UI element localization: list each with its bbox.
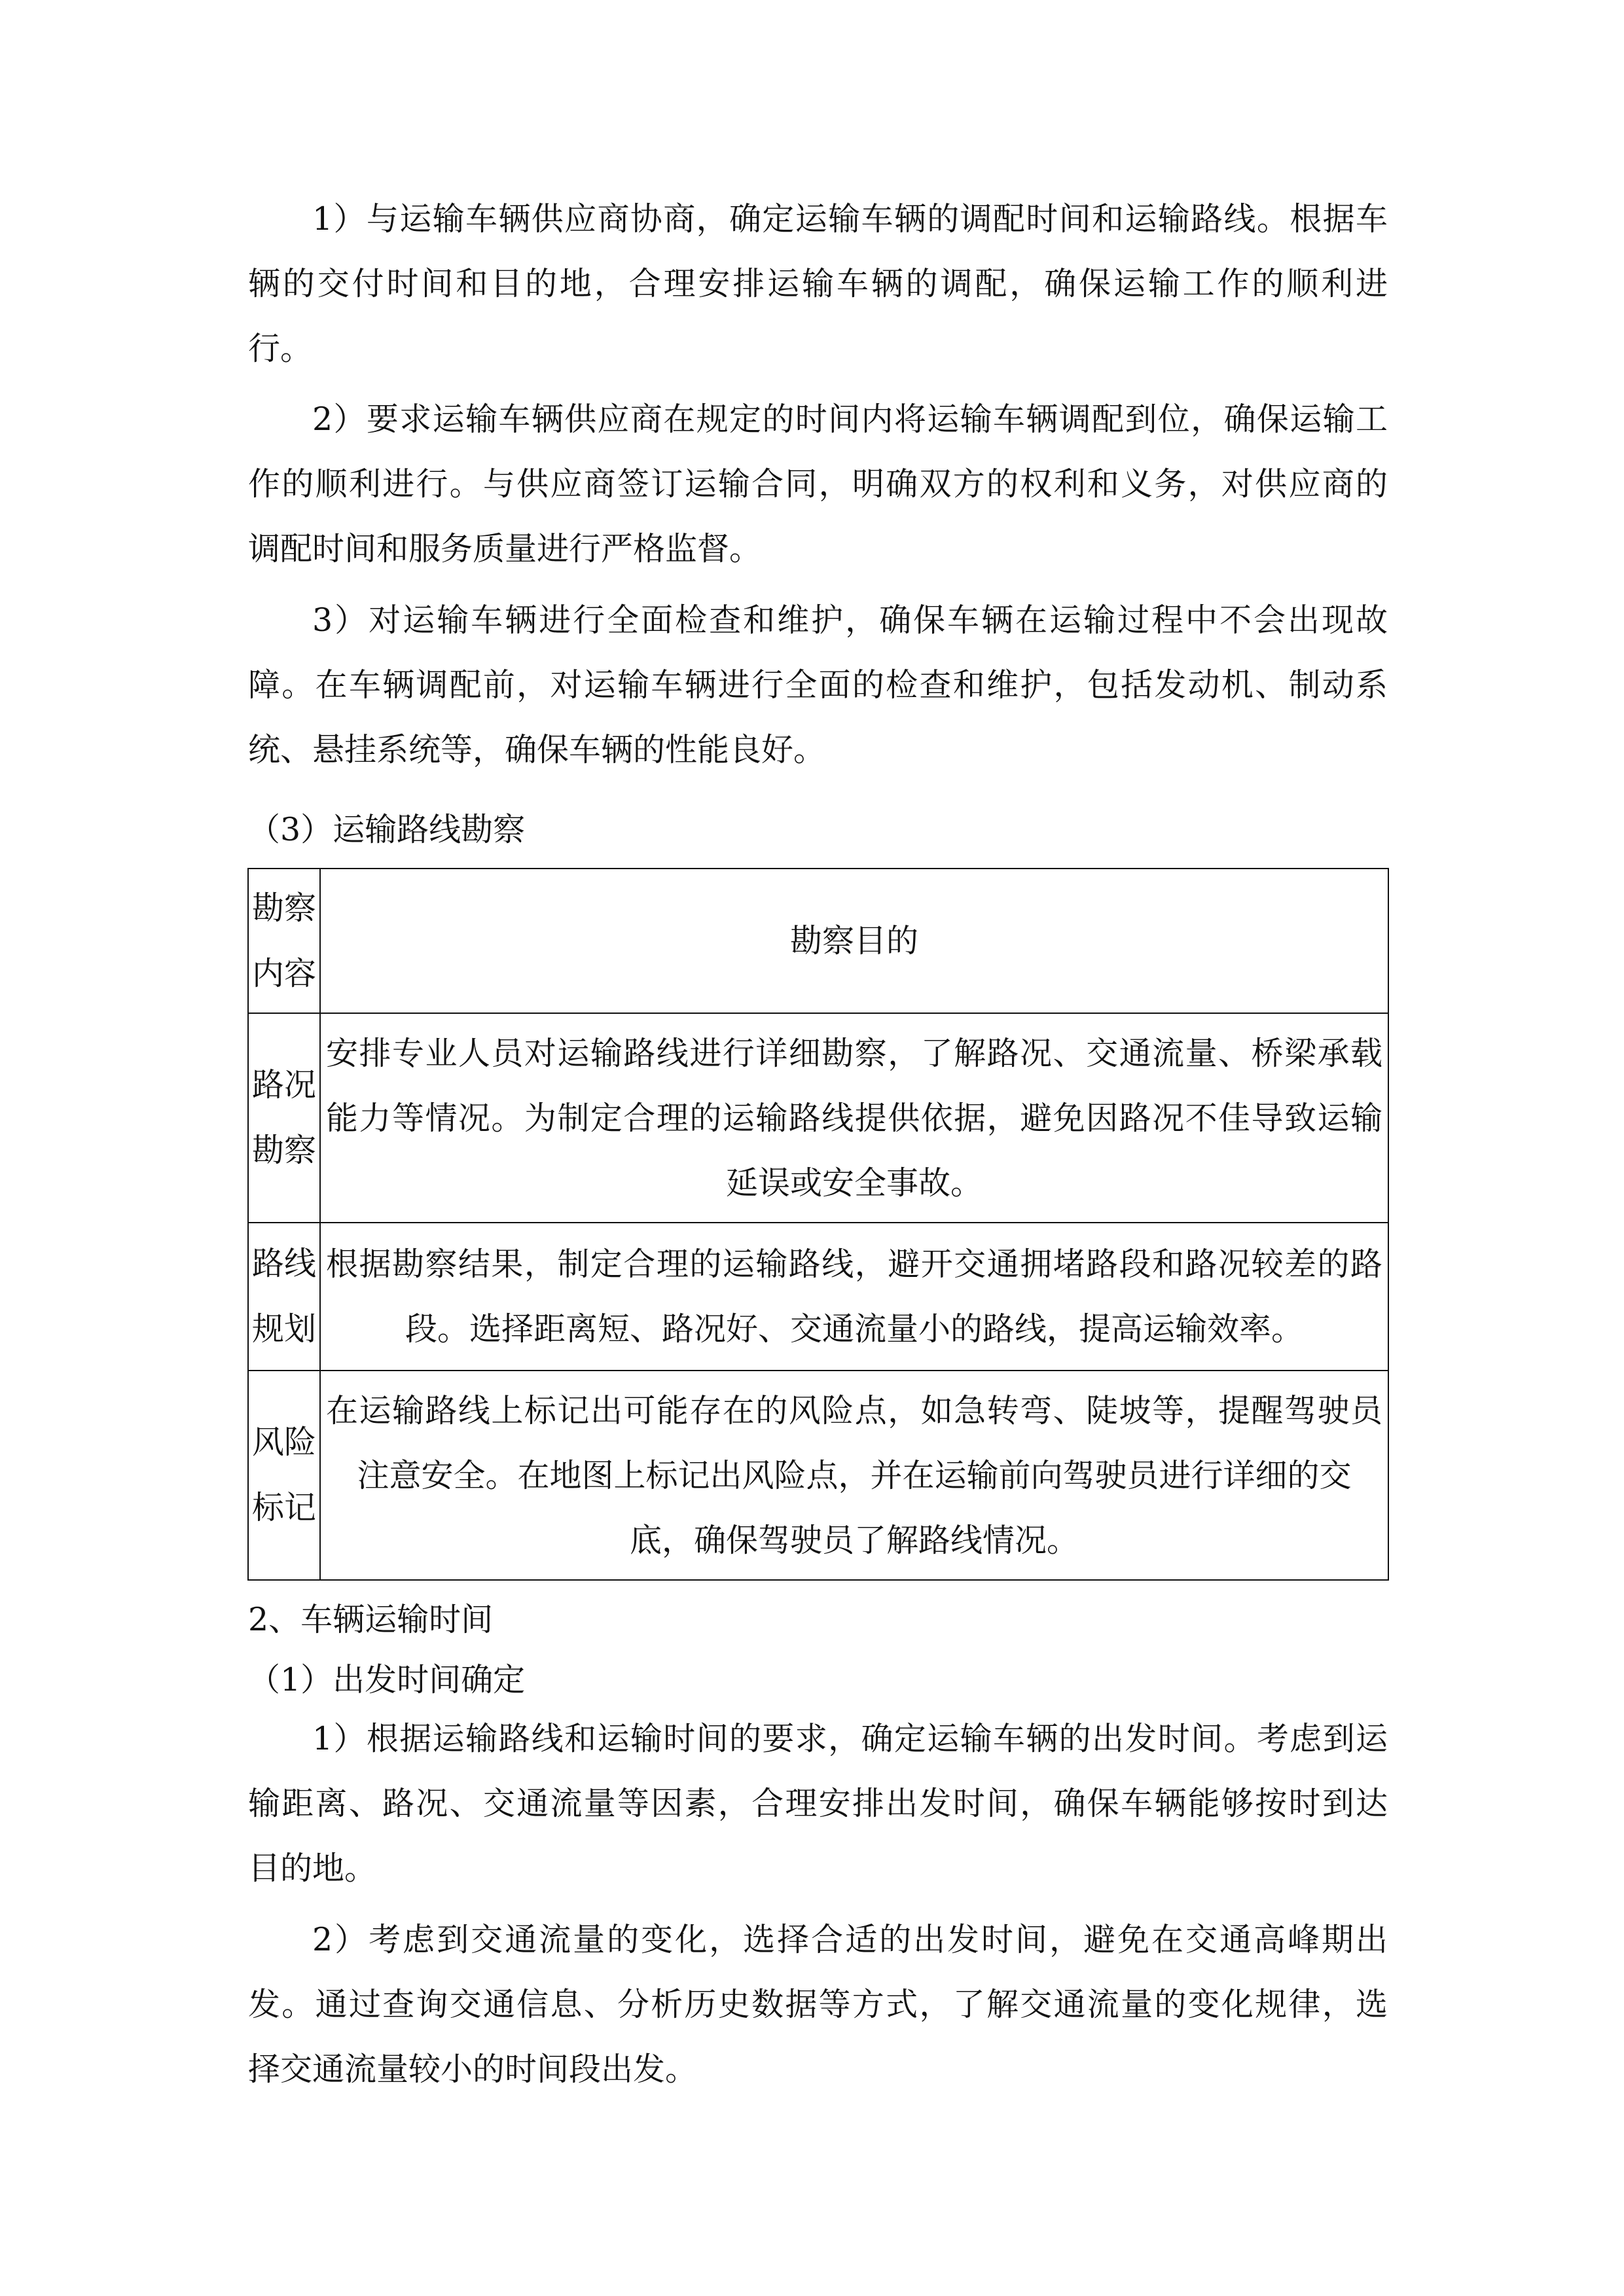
row-label: [248, 1223, 320, 1371]
row-content: [320, 1371, 1388, 1580]
cell-line: 能力等情况。为制定合理的运输路线提供依据，避免因路况不佳导致运输: [326, 1099, 1382, 1137]
cell-text: 内容: [251, 954, 316, 992]
cell-line: 安排专业人员对运输路线进行详细勘察，了解路况、交通流量、桥梁承载: [326, 1034, 1382, 1072]
cell-text: 路况: [251, 1066, 316, 1103]
line: 目的地。: [248, 1850, 377, 1887]
row-label: [248, 1013, 320, 1223]
line: 障。在车辆调配前，对运输车辆进行全面的检查和维护，包括发动机、制动系: [248, 666, 1388, 704]
line: 2）要求运输车辆供应商在规定的时间内将运输车辆调配到位，确保运输工: [312, 401, 1388, 438]
header-cell-purpose: [320, 869, 1388, 1013]
paragraph-2: [248, 387, 1388, 581]
line: 1）根据运输路线和运输时间的要求，确定运输车辆的出发时间。考虑到运: [312, 1720, 1388, 1757]
section-heading-route-survey: [248, 797, 1388, 862]
line: 择交通流量较小的时间段出发。: [248, 2051, 698, 2088]
cell-line: 底，确保驾驶员了解路线情况。: [629, 1521, 1079, 1559]
header-cell-content: [248, 869, 320, 1013]
cell-line: 延误或安全事故。: [725, 1164, 983, 1202]
table-row: [248, 1013, 1388, 1223]
heading-text: （1）出发时间确定: [248, 1661, 526, 1698]
paragraph-1: [248, 187, 1388, 381]
heading-text: （3）运输路线勘察: [248, 811, 526, 848]
line: 输距离、路况、交通流量等因素，合理安排出发时间，确保车辆能够按时到达: [248, 1785, 1388, 1822]
paragraph-4: [248, 1706, 1388, 1901]
cell-text: 勘察: [251, 889, 316, 927]
line: 发。通过查询交通信息、分析历史数据等方式，了解交通流量的变化规律，选: [248, 1986, 1388, 2023]
subsection-heading-departure: [248, 1647, 1388, 1712]
line: 统、悬挂系统等，确保车辆的性能良好。: [248, 731, 826, 768]
cell-text: 路线: [251, 1245, 316, 1282]
cell-text: 标记: [251, 1489, 316, 1526]
row-label: [248, 1371, 320, 1580]
table-row: [248, 1223, 1388, 1371]
cell-text: 勘察目的: [789, 922, 918, 960]
line: 行。: [248, 330, 313, 367]
cell-line: 注意安全。在地图上标记出风险点，并在运输前向驾驶员进行详细的交: [357, 1456, 1352, 1494]
section-heading-transport-time: [248, 1587, 1388, 1652]
row-content: [320, 1013, 1388, 1223]
cell-text: 规划: [251, 1310, 316, 1348]
heading-text: 2、车辆运输时间: [248, 1601, 494, 1638]
line: 辆的交付时间和目的地，合理安排运输车辆的调配，确保运输工作的顺利进: [248, 265, 1388, 302]
cell-line: 根据勘察结果，制定合理的运输路线，避开交通拥堵路段和路况较差的路: [326, 1246, 1382, 1283]
paragraph-3: [248, 588, 1388, 782]
cell-text: 风险: [251, 1424, 316, 1461]
line: 3）对运输车辆进行全面检查和维护，确保车辆在运输过程中不会出现故: [312, 601, 1388, 639]
table-row: [248, 1371, 1388, 1580]
line: 1）与运输车辆供应商协商，确定运输车辆的调配时间和运输路线。根据车: [312, 200, 1388, 238]
route-survey-table: [247, 868, 1389, 1581]
paragraph-5: [248, 1907, 1388, 2102]
line: 调配时间和服务质量进行严格监督。: [248, 530, 762, 567]
line: 2）考虑到交通流量的变化，选择合适的出发时间，避免在交通高峰期出: [312, 1921, 1388, 1958]
row-content: [320, 1223, 1388, 1371]
table-header-row: [248, 869, 1388, 1013]
cell-line: 段。选择距离短、路况好、交通流量小的路线，提高运输效率。: [405, 1310, 1303, 1348]
line: 作的顺利进行。与供应商签订运输合同，明确双方的权利和义务，对供应商的: [248, 465, 1388, 503]
cell-text: 勘察: [251, 1132, 316, 1169]
cell-line: 在运输路线上标记出可能存在的风险点，如急转弯、陡坡等，提醒驾驶员: [326, 1391, 1382, 1429]
